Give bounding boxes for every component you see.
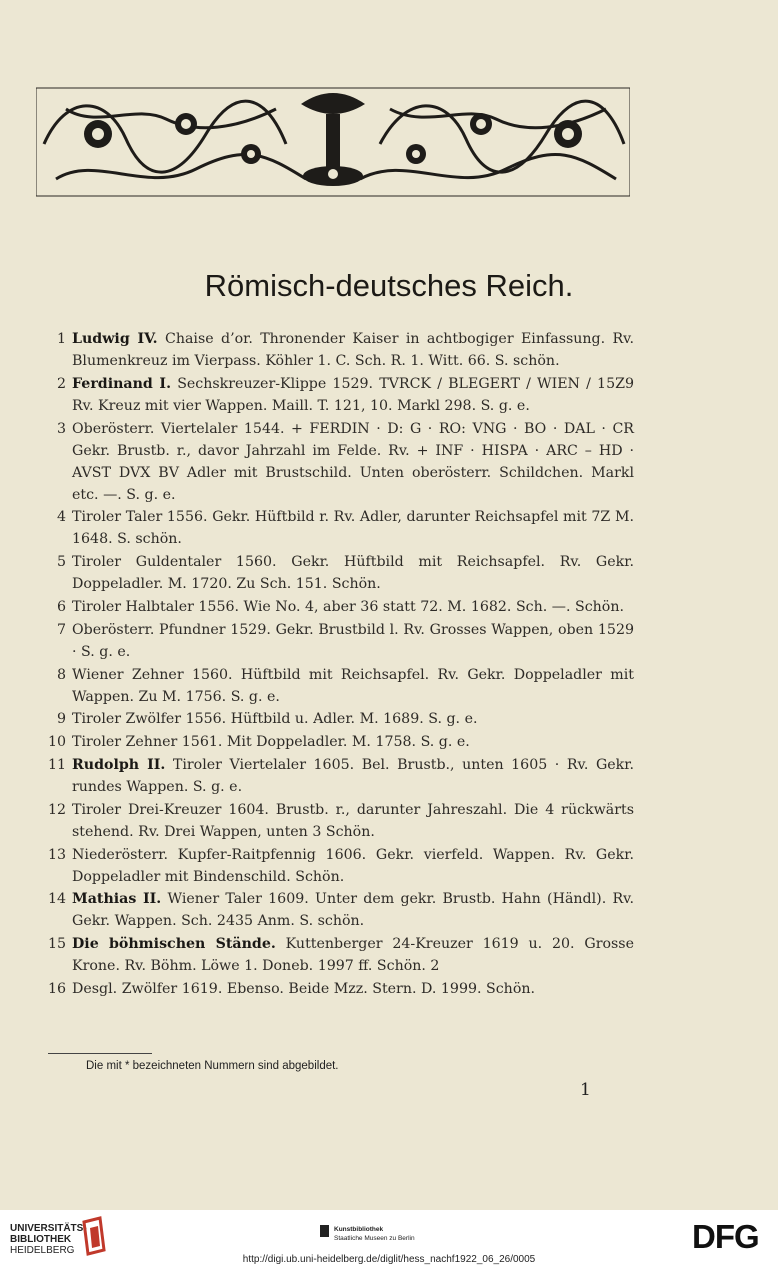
ub-logo-line: BIBLIOTHEK [10,1234,72,1245]
entry-number: 9 [56,711,66,728]
list-item [44,328,634,372]
list-item [44,664,634,708]
entry-number: 15 [47,936,66,953]
list-item [44,619,634,663]
digitization-footer [0,1210,778,1265]
list-item [44,596,634,618]
entry-number: 6 [56,598,66,615]
ub-logo-line: HEIDELBERG [10,1245,75,1256]
entry-number: 7 [56,621,66,638]
entry-text: Tiroler Drei-Kreuzer 1604. Brustb. r., darunter Jahreszahl. Die 4 rückwärts stehend. Rv. Drei Wappen, unten 3 Schön. [72,801,634,840]
list-item [44,978,634,1000]
list-item [44,373,634,417]
entry-ruler: Die böhmischen Stände. [72,936,276,953]
page-number: 1 [580,1080,591,1100]
kb-line: Kunstbibliothek [334,1226,384,1233]
entry-text: Kuttenberger 24-Kreuzer 1619 u. 20. Grosse Krone. Rv. Böhm. Löwe 1. Doneb. 1997 ff. Schön. 2 [72,936,634,975]
kunstbibliothek-icon [320,1225,329,1237]
entry-text: Tiroler Viertelaler 1605. Bel. Brustb., unten 1605 · Rv. Gekr. rundes Wappen. S. g. e. [72,756,635,795]
entry-number: 10 [47,734,66,751]
ornamental-header-band [36,84,630,200]
entry-text: Tiroler Guldentaler 1560. Gekr. Hüftbild mit Reichsapfel. Rv. Gekr. Doppeladler. M. 1720. Zu Sch. 151. Schön. [72,554,634,593]
entry-number: 13 [47,846,66,863]
entry-ruler: Ludwig IV. [72,331,158,347]
ub-emblem-icon [80,1216,108,1256]
entry-ruler: Ferdinand I. [72,375,172,392]
entry-number: 14 [47,891,66,908]
ub-heidelberg-logo[interactable] [10,1223,87,1256]
catalog-entries [44,328,634,1001]
kunstbibliothek-logo[interactable] [334,1225,415,1243]
entry-text: Tiroler Halbtaler 1556. Wie No. 4, aber 36 statt 72. M. 1682. Sch. —. Schön. [72,598,624,615]
entry-text: Wiener Zehner 1560. Hüftbild mit Reichsapfel. Rv. Gekr. Doppeladler mit Wappen. Zu M. 1756. S. g. e. [72,666,634,705]
entry-text: Chaise d’or. Thronender Kaiser in achtbogiger Einfassung. Rv. Blumenkreuz im Vierpass. Köhler 1. C. Sch. R. 1. Witt. 66. S. schön. [72,331,634,369]
entry-text: Desgl. Zwölfer 1619. Ebenso. Beide Mzz. Stern. D. 1999. Schön. [72,980,536,997]
footnote: Die mit * bezeichneten Nummern sind abgebildet. [86,1060,339,1072]
list-item [44,708,634,730]
entry-text: Tiroler Zwölfer 1556. Hüftbild u. Adler. M. 1689. S. g. e. [72,711,478,728]
entry-number: 2 [56,375,66,392]
entry-text: Oberösterr. Pfundner 1529. Gekr. Brustbild l. Rv. Grosses Wappen, oben 1529 · S. g. e. [72,621,634,660]
entry-number: 11 [47,756,66,773]
list-item [44,933,634,977]
entry-number: 3 [56,420,66,437]
entry-number: 8 [56,666,66,683]
list-item [44,888,634,932]
entry-number: 16 [47,980,66,997]
entry-text: Oberösterr. Viertelaler 1544. + FERDIN · D: G · RO: VNG · BO · DAL · CR Gekr. Brustb. r., davor Jahrzahl im Felde. Rv. + INF · HISPA · ARC – HD · AVST DVX BV Adler mit Brustschild. Unten oberösterr. Schildchen. Markl etc. —. S. g. e. [72,420,634,503]
list-item [44,551,634,595]
list-item [44,754,634,798]
entry-number: 5 [56,554,66,571]
list-item [44,799,634,843]
entry-ruler: Mathias II. [72,891,162,908]
permalink-url[interactable]: http://digi.ub.uni-heidelberg.de/diglit/hess_nachf1922_06_26/0005 [242,1254,536,1265]
list-item [44,731,634,753]
entry-text: Tiroler Zehner 1561. Mit Doppeladler. M. 1758. S. g. e. [72,734,470,751]
entry-number: 4 [56,509,66,526]
entry-text: Tiroler Taler 1556. Gekr. Hüftbild r. Rv. Adler, darunter Reichsapfel mit 7Z M. 1648. S. schön. [72,509,634,548]
entry-text: Wiener Taler 1609. Unter dem gekr. Brustb. Hahn (Händl). Rv. Gekr. Wappen. Sch. 2435 Anm. S. schön. [72,891,634,930]
kb-line: Staatliche Museen zu Berlin [334,1235,415,1242]
list-item [44,506,634,550]
entry-text: Niederösterr. Kupfer-Raitpfennig 1606. Gekr. vierfeld. Wappen. Rv. Gekr. Doppeladler mit Bindenschild. Schön. [72,846,634,885]
list-item [44,844,634,888]
footnote-rule [48,1053,152,1054]
page-title: Römisch-deutsches Reich. [204,268,574,303]
entry-text: Sechskreuzer-Klippe 1529. TVRCK / BLEGERT / WIEN / 15Z9 Rv. Kreuz mit vier Wappen. Maill. T. 121, 10. Markl 298. S. g. e. [72,375,634,414]
entry-number: 12 [47,801,66,818]
entry-number: 1 [56,331,66,347]
entry-ruler: Rudolph II. [72,756,166,773]
ub-logo-line: UNIVERSITÄTS- [10,1223,87,1234]
dfg-logo[interactable]: DFG [692,1218,759,1255]
list-item [44,418,634,506]
